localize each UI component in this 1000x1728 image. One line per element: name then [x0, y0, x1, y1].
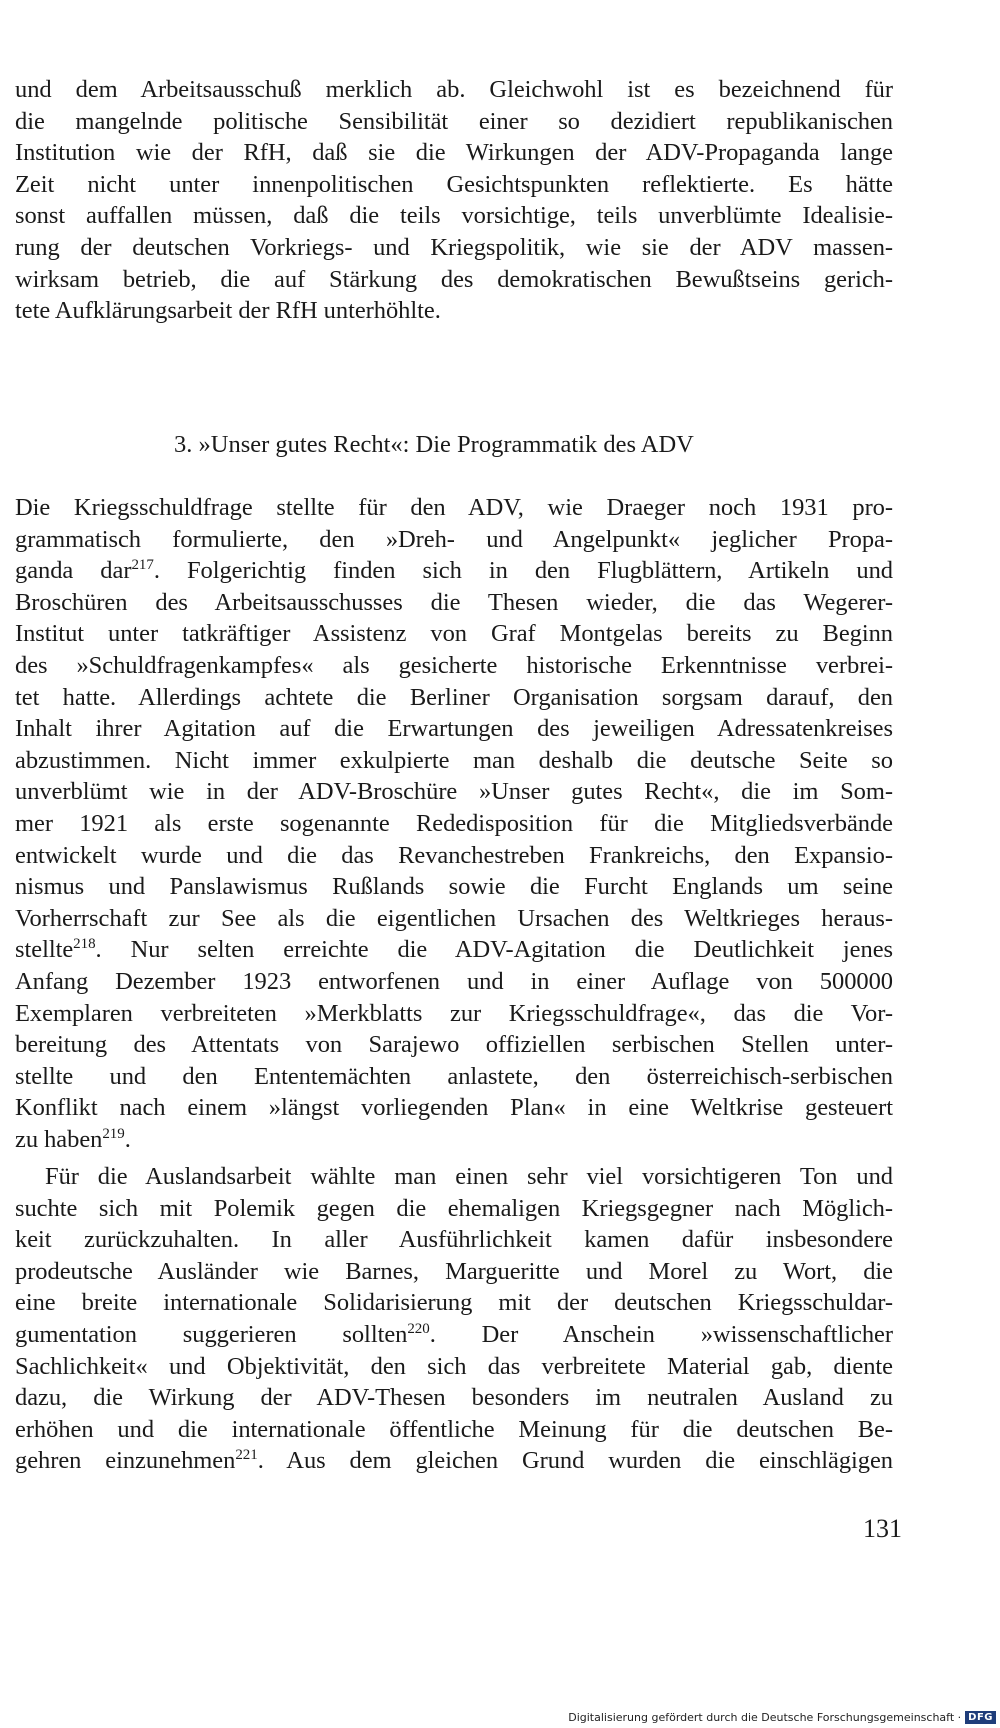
text-line: mer 1921 als erste sogenannte Rededisposition für die Mitgliedsverbände — [15, 809, 893, 837]
text-line: Institution wie der RfH, daß sie die Wirkungen der ADV-Propaganda lange — [15, 139, 893, 167]
text-line: Inhalt ihrer Agitation auf die Erwartungen des jeweiligen Adressatenkreises — [15, 715, 893, 743]
text-line: bereitung des Attentats von Sarajewo offiziellen serbischen Stellen unter- — [15, 1031, 893, 1059]
text-fragment: . Aus dem gleichen Grund wurden die einschlägigen — [257, 1447, 893, 1475]
text-line: die mangelnde politische Sensibilität einer so dezidiert republikanischen — [15, 107, 893, 135]
dfg-logo: DFG — [965, 1711, 996, 1724]
section-heading: 3. »Unser gutes Recht«: Die Programmatik des ADV — [174, 431, 694, 458]
text-line: tete Aufklärungsarbeit der RfH unterhöhlte. — [15, 297, 441, 325]
text-line — [15, 1445, 893, 1477]
footer-text: Digitalisierung gefördert durch die Deutsche Forschungsgemeinschaft · — [568, 1711, 962, 1724]
page-number: 131 — [863, 1514, 902, 1543]
text-line — [15, 1319, 893, 1351]
text-line — [15, 934, 893, 966]
text-line: tet hatte. Allerdings achtete die Berliner Organisation sorgsam darauf, den — [15, 683, 893, 711]
text-fragment: zu haben — [15, 1125, 103, 1153]
text-fragment: gumentation suggerieren sollten — [15, 1320, 408, 1348]
text-line: Zeit nicht unter innenpolitischen Gesichtspunkten reflektierte. Es hätte — [15, 170, 893, 198]
text-line: Die Kriegsschuldfrage stellte für den ADV, wie Draeger noch 1931 pro- — [15, 494, 893, 521]
text-line: eine breite internationale Solidarisierung mit der deutschen Kriegsschuldar- — [15, 1289, 893, 1317]
text-fragment: stellte — [15, 936, 74, 964]
text-line: grammatisch formulierte, den »Dreh- und Angelpunkt« jeglicher Propa- — [15, 525, 893, 553]
text-fragment: . Der Anschein »wissenschaftlicher — [429, 1320, 893, 1348]
digitization-footer — [568, 1711, 996, 1724]
text-line: Konflikt nach einem »längst vorliegenden Plan« in eine Weltkrise gesteuert — [15, 1094, 893, 1122]
text-line: abzustimmen. Nicht immer exkulpierte man deshalb die deutsche Seite so — [15, 746, 893, 774]
text-fragment: gehren einzunehmen — [15, 1447, 236, 1475]
text-line — [15, 555, 893, 587]
text-fragment: . Nur selten erreichte die ADV-Agitation die Deutlichkeit jenes — [95, 936, 893, 964]
footnote-ref: 217 — [131, 557, 154, 574]
text-line: nismus und Panslawismus Rußlands sowie die Furcht Englands um seine — [15, 873, 893, 901]
paragraph-1 — [15, 74, 893, 327]
text-fragment: . Folgerichtig finden sich in den Flugblättern, Artikeln und — [153, 557, 893, 585]
text-line: sonst auffallen müssen, daß die teils vorsichtige, teils unverblümte Idealisie- — [15, 202, 893, 230]
text-line: und dem Arbeitsausschuß merklich ab. Gleichwohl ist es bezeichnend für — [15, 76, 893, 103]
text-line: entwickelt wurde und die das Revanchestreben Frankreichs, den Expansio- — [15, 841, 893, 869]
text-line: Für die Auslandsarbeit wählte man einen sehr viel vorsichtigeren Ton und — [45, 1163, 893, 1190]
paragraph-2 — [15, 492, 893, 1155]
text-line: erhöhen und die internationale öffentliche Meinung für die deutschen Be- — [15, 1415, 893, 1443]
text-fragment: ganda dar — [15, 557, 132, 585]
text-line: rung der deutschen Vorkriegs- und Kriegspolitik, wie sie der ADV massen- — [15, 233, 893, 261]
text-line: suchte sich mit Polemik gegen die ehemaligen Kriegsgegner nach Möglich- — [15, 1194, 893, 1222]
text-line: Broschüren des Arbeitsausschusses die Thesen wieder, die das Wegerer- — [15, 588, 893, 616]
text-line: Exemplaren verbreiteten »Merkblatts zur Kriegsschuldfrage«, das die Vor- — [15, 999, 893, 1027]
text-fragment: . — [124, 1125, 131, 1153]
text-line: unverblümt wie in der ADV-Broschüre »Unser gutes Recht«, die im Som- — [15, 778, 893, 806]
text-line: stellte und den Ententemächten anlastete, den österreichisch-serbischen — [15, 1062, 893, 1090]
text-line: Institut unter tatkräftiger Assistenz von Graf Montgelas bereits zu Beginn — [15, 620, 893, 648]
text-line: keit zurückzuhalten. In aller Ausführlichkeit kamen dafür insbesondere — [15, 1226, 893, 1254]
text-line: dazu, die Wirkung der ADV-Thesen besonders im neutralen Ausland zu — [15, 1384, 893, 1412]
footnote-ref: 221 — [235, 1447, 258, 1464]
text-line: wirksam betrieb, die auf Stärkung des demokratischen Bewußtseins gerich- — [15, 265, 893, 293]
text-line: prodeutsche Ausländer wie Barnes, Margueritte und Morel zu Wort, die — [15, 1257, 893, 1285]
text-line: Vorherrschaft zur See als die eigentlichen Ursachen des Weltkrieges heraus- — [15, 904, 893, 932]
footnote-ref: 219 — [102, 1125, 125, 1142]
footnote-ref: 218 — [73, 936, 96, 953]
text-line — [15, 1124, 893, 1156]
footnote-ref: 220 — [407, 1320, 430, 1337]
text-line: Sachlichkeit« und Objektivität, den sich das verbreitete Material gab, diente — [15, 1352, 893, 1380]
text-line: des »Schuldfragenkampfes« als gesicherte historische Erkenntnisse verbrei- — [15, 651, 893, 679]
text-line: Anfang Dezember 1923 entworfenen und in einer Auflage von 500000 — [15, 967, 893, 995]
paragraph-3 — [15, 1161, 893, 1477]
